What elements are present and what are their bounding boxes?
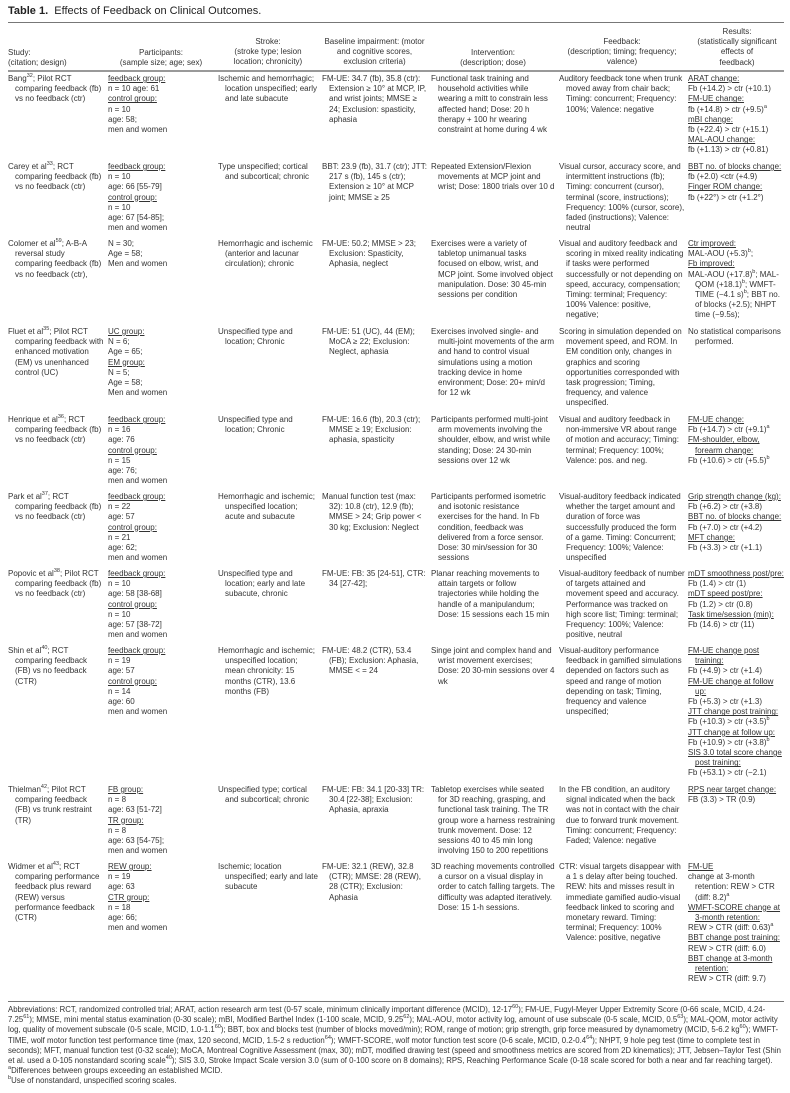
- column-header-stroke: Stroke: (stroke type; lesion location; chronicity): [233, 37, 303, 67]
- group-heading: BBT no. of blocks change:: [688, 162, 782, 171]
- table-title: [8, 5, 261, 17]
- group-heading: SIS 3.0 total score change post training:: [688, 748, 782, 768]
- cell-line: n = 22: [108, 502, 131, 512]
- cell-study: [8, 492, 104, 523]
- group-heading: WMFT-SCORE change at 3-month retention:: [688, 902, 781, 923]
- cell-text: FM-UE: 48.2 (CTR), 53.4 (FB); Exclusion: Aphasia, MMSE < = 24: [322, 646, 419, 676]
- table-notes: [8, 1005, 786, 1087]
- cell-text: Exercises were a variety of tabletop unimanual tasks focused on elbow, wrist, and MCP joint. Some involved object manipulation. Dose: 30 45-min sessions per condition: [431, 239, 554, 300]
- cell-line: men and women: [108, 553, 168, 563]
- cell-baseline: [322, 646, 427, 677]
- cell-line: Men and women: [108, 388, 168, 398]
- cell-participants: [108, 569, 214, 640]
- cell-text: Unspecified type and location; Chronic: [218, 415, 293, 435]
- cell-line: Age = 65;: [108, 347, 143, 357]
- cell-line: men and women: [108, 125, 168, 135]
- cell-line: N = 5;: [108, 367, 130, 377]
- group-heading: control group:: [108, 94, 157, 104]
- cell-text: Unspecified type; cortical and subcortical; chronic: [218, 785, 310, 805]
- cell-stroke: [218, 327, 318, 347]
- cell-text: Visual-auditory feedback indicated whether the target amount and duration of force was successfully produced the form of a game. Timing: Concurrent; Frequency: 100%; Valence: unspecified: [559, 492, 681, 563]
- cell-line: fb (+22°) > ctr (+1.2°): [688, 192, 764, 202]
- cell-line: N = 6;: [108, 337, 130, 347]
- group-heading: mDT speed post/pre:: [688, 589, 763, 599]
- group-heading: feedback group:: [108, 74, 166, 83]
- cell-study: [8, 327, 104, 378]
- cell-text: CTR: visual targets disappear with a 1 s delay after being touched. REW: hits and misses result in immediate gamified audio-visual feedback linked to scoring and monetary reward. Timing: terminal; Frequency: 100% Valence: positive, negative: [559, 862, 681, 943]
- cell-line: age: 76: [108, 435, 135, 445]
- cell-line: men and women: [108, 476, 168, 486]
- cell-results: [688, 162, 786, 203]
- cell-line: n = 10: [108, 579, 131, 589]
- group-heading: control group:: [108, 192, 157, 202]
- cell-text: FM-UE: 34.7 (fb), 35.8 (ctr): Extension ≥ 10° at MCP, IP, and wrist joints; MMSE ≥ 24; Exclusion: spasticity, aphasia: [322, 74, 427, 124]
- cell-text: Repeated Extension/Flexion movements at MCP joint and wrist; Dose: 1800 trials over 10 d: [431, 162, 555, 192]
- cell-line: Fb (1.2) > ctr (0.8): [688, 599, 753, 609]
- cell-text: Visual-auditory performance feedback in gamified simulations depended on factors such as speed and range of motion depending on task; Timing, frequency and valence unspecified;: [559, 646, 682, 717]
- cell-line: age: 58;: [108, 114, 137, 124]
- group-heading: feedback group:: [108, 492, 166, 501]
- cell-study: [8, 162, 104, 193]
- cell-baseline: [322, 785, 427, 816]
- cell-text: Tabletop exercises while seated for 3D reaching, grasping, and functional task training. The TR group wore a harness restraining trunk movement. Dose: 12 sessions 40 to 45 min long involving 150 to 200 repetitions: [431, 785, 555, 856]
- cell-participants: [108, 492, 214, 563]
- cell-text: Auditory feedback tone when trunk moved away from chair back; Timing: concurrent; Frequency: 100%; Valence: negative: [559, 74, 683, 114]
- cell-text: Hemorrhagic and ischemic (anterior and lacunar circulation); chronic: [218, 239, 313, 269]
- cell-feedback: [559, 415, 685, 466]
- cell-line: men and women: [108, 923, 168, 933]
- cell-line: Fb (14.6) > ctr (11): [688, 620, 755, 630]
- cell-text: In the FB condition, an auditory signal indicated when the back was not in contact with the chair due to forward trunk movement. Timing: concurrent; Frequency: Faded; Valence: negative: [559, 785, 680, 846]
- group-heading: FM-UE: [688, 862, 714, 871]
- cell-text: FM-UE: 16.6 (fb), 20.3 (ctr); MMSE ≥ 19; Exclusion: aphasia, spasticity: [322, 415, 421, 445]
- group-heading: feedback group:: [108, 646, 166, 655]
- cell-line: Fb (+14.7) > ctr $(+9.1)^a$: [688, 424, 770, 435]
- cell-line: Fb (+14.2) > ctr (+10.1): [688, 84, 771, 94]
- column-header-study: Study: (citation; design): [8, 48, 67, 68]
- group-heading: FM-shoulder, elbow, forearm change:: [688, 435, 760, 455]
- cell-text: Hemorrhagic and ischemic; unspecified location; acute and subacute: [218, 492, 315, 522]
- cell-results: [688, 492, 786, 553]
- cell-line: Fb (+10.9) > ctr $(+3.8)^b$: [688, 736, 770, 747]
- group-heading: JTT change post training:: [688, 707, 779, 717]
- cell-feedback: [559, 785, 685, 846]
- cell-stroke: [218, 492, 318, 523]
- cell-line: n = 10: [108, 202, 131, 212]
- cell-baseline: [322, 492, 427, 533]
- cell-intervention: [431, 162, 555, 193]
- group-heading: MAL-AOU change:: [688, 135, 756, 145]
- cell-text: 3D reaching movements controlled a cursor on a visual display in order to catch falling targets. The difficulty was adapted iteratively. Dose: 15 1-h sessions.: [431, 862, 555, 912]
- cell-participants: [108, 862, 214, 933]
- group-heading: mBI change:: [688, 114, 733, 124]
- group-heading: REW group:: [108, 862, 152, 871]
- cell-feedback: [559, 74, 685, 115]
- cell-line: n = 16: [108, 425, 131, 435]
- cell-participants: [108, 162, 214, 233]
- cell-line: Fb (+10.3) > ctr $(+3.5)^b$: [688, 716, 770, 727]
- group-heading: EM group:: [108, 357, 145, 367]
- cell-feedback: [559, 862, 685, 944]
- cell-line: men and women: [108, 707, 168, 717]
- cell-line: age: 63: [108, 882, 135, 892]
- cell-text: FM-UE: FB: 35 [24-51], CTR: 34 [27-42];: [322, 569, 426, 589]
- cell-intervention: [431, 569, 555, 620]
- cell-line: Fb (+53.1) > ctr (−2.1): [688, 768, 767, 778]
- cell-line: REW > CTR (diff: 0.63)$^a$: [688, 922, 774, 933]
- cell-line: Age = 58;: [108, 378, 143, 388]
- group-heading: JTT change at follow up:: [688, 727, 776, 737]
- cell-stroke: [218, 415, 318, 435]
- header-rule: [8, 70, 784, 72]
- footnote-b: $^b$Use of nonstandard, unspecified scoring scales.: [8, 1075, 177, 1086]
- cell-results: [688, 646, 786, 779]
- cell-baseline: [322, 162, 427, 203]
- cell-text: FM-UE: 51 (UC), 44 (EM); MoCA ≥ 22; Exclusion: Neglect, aphasia: [322, 327, 415, 357]
- cell-line: REW > CTR (diff: 9.7): [688, 974, 766, 984]
- cell-text: Visual and auditory feedback and scoring in mixed reality indicating if tasks were performed successfully or not depending on speed, accuracy, compensation; Timing: terminal; Frequency: 100% Valence: positive, negative;: [559, 239, 684, 320]
- group-heading: FM-UE change post training:: [688, 646, 760, 666]
- cell-intervention: [431, 785, 555, 856]
- cell-feedback: [559, 327, 685, 409]
- cell-line: n = 21: [108, 532, 131, 542]
- group-heading: TR group:: [108, 815, 144, 825]
- cell-stroke: [218, 162, 318, 182]
- group-heading: CTR group:: [108, 892, 150, 902]
- cell-text: Ischemic; location unspecified; early and late subacute: [218, 862, 318, 892]
- cell-results: [688, 415, 786, 466]
- study-citation: Popovic et $al^{38}$; Pilot RCT comparing feedback (fb) vs no feedback (ctr): [8, 568, 102, 599]
- cell-line: age: 76;: [108, 466, 137, 476]
- cell-baseline: [322, 569, 427, 589]
- cell-study: [8, 239, 104, 280]
- cell-participants: [108, 239, 214, 270]
- group-heading: FM-UE change:: [688, 415, 745, 424]
- cell-feedback: [559, 162, 685, 233]
- cell-line: n = 10: [108, 609, 131, 619]
- cell-text: Functional task training and household activities while wearing a mitt to constrain less affected hand; Dose: 20 h therapy + 100 hr wearing constraint at home during 4 wk: [431, 74, 548, 135]
- cell-feedback: [559, 646, 685, 717]
- cell-line: change at 3-month retention: REW > CTR (diff: 8.2)$^a$: [688, 872, 775, 902]
- cell-text: Unspecified type and location; early and late subacute, chronic: [218, 569, 306, 599]
- cell-line: MAL-AOU $(+17.8)^b$; MAL-QOM $(+18.1)^b$; WMFT-TIME (−4.1 s)$^b$; BBT no. of blocks (+2.5); NHPT time (−9.5s);: [688, 268, 780, 320]
- cell-text: Visual cursor, accuracy score, and intermittent instructions (fb); Timing: concurrent (cursor), terminal (score, instructions); Frequency: 100% (cursor, score), faded (instructions); Valence: neutral: [559, 162, 685, 233]
- cell-line: fb (+22.4) > ctr (+15.1): [688, 125, 769, 135]
- cell-text: Singe joint and complex hand and wrist movement exercises; Dose: 20 30-min sessions over 4 wk: [431, 646, 555, 686]
- cell-line: n = 15: [108, 455, 131, 465]
- cell-results: [688, 862, 786, 984]
- study-citation: Shin et $al^{40}$; RCT comparing feedback (FB) vs no feedback (CTR): [8, 645, 88, 686]
- cell-results: [688, 785, 786, 805]
- cell-line: n = 10: [108, 172, 131, 182]
- cell-baseline: [322, 239, 427, 270]
- group-heading: Ctr improved:: [688, 239, 737, 248]
- top-rule: [8, 22, 784, 23]
- group-heading: Task time/session (min):: [688, 609, 774, 619]
- cell-line: men and women: [108, 223, 168, 233]
- cell-line: n = 10 age: 61: [108, 84, 160, 94]
- cell-line: Fb (+7.0) > ctr (+4.2): [688, 522, 763, 532]
- cell-intervention: [431, 327, 555, 398]
- cell-text: Visual-auditory feedback of number of targets attained and movement speed and accuracy. Performance was tracked on high score list; Timing: terminal; Frequency: 100%; Valence: positive, neutral: [559, 569, 685, 640]
- cell-participants: [108, 415, 214, 486]
- cell-study: [8, 415, 104, 446]
- column-header-baseline: Baseline impairment: (motor and cognitive scores, exclusion criteria): [324, 37, 425, 67]
- cell-baseline: [322, 862, 427, 903]
- cell-results: [688, 239, 786, 321]
- cell-stroke: [218, 239, 318, 270]
- table-caption: Effects of Feedback on Clinical Outcomes.: [54, 5, 262, 17]
- cell-participants: [108, 646, 214, 717]
- cell-line: n = 19: [108, 872, 131, 882]
- cell-participants: [108, 785, 214, 856]
- cell-stroke: [218, 569, 318, 600]
- cell-text: Visual and auditory feedback in non-immersive VR about range of motion and accuracy; Timing: terminal; Frequency: 100%; Valence: pos. and neg.: [559, 415, 679, 465]
- study-citation: Colomer et $al^{59}$; A-B-A reversal study comparing feedback (fb) vs no feedback (ctr),: [8, 238, 102, 279]
- cell-line: Fb (+6.2) > ctr (+3.8): [688, 502, 763, 512]
- cell-line: N = 30;: [108, 239, 135, 248]
- cell-study: [8, 785, 104, 826]
- group-heading: FB group:: [108, 785, 144, 794]
- cell-text: FM-UE: 32.1 (REW), 32.8 (CTR); MMSE: 28 (REW), 28 (CTR); Exclusion: Aphasia: [322, 862, 421, 902]
- table-label: Table 1.: [8, 5, 49, 17]
- cell-results: [688, 569, 786, 630]
- cell-text: FM-UE: FB: 34.1 [20-33] TR: 30.4 [22-38]; Exclusion: Aphasia, apraxia: [322, 785, 425, 815]
- group-heading: feedback group:: [108, 569, 166, 578]
- group-heading: control group:: [108, 522, 157, 532]
- cell-study: [8, 74, 104, 105]
- group-heading: feedback group:: [108, 162, 166, 171]
- group-heading: control group:: [108, 445, 157, 455]
- cell-intervention: [431, 415, 555, 466]
- column-header-participants: Participants: (sample size; age; sex): [119, 48, 203, 68]
- study-citation: Widmer et $al^{43}$; RCT comparing performance feedback plus reward (REW) versus performance feedback (CTR): [8, 861, 100, 923]
- cell-line: n = 19: [108, 656, 131, 666]
- group-heading: feedback group:: [108, 415, 166, 424]
- group-heading: Finger ROM change:: [688, 182, 763, 192]
- cell-feedback: [559, 492, 685, 563]
- cell-line: MAL-AOU $(+5.3)^b$;: [688, 248, 754, 259]
- cell-text: Exercises involved single- and multi-joint movements of the arm and hand to control visual simulations using a motion tracking device in home environment; Dose: 20+ min/d for 12 wk: [431, 327, 555, 398]
- group-heading: control group:: [108, 599, 157, 609]
- group-heading: control group:: [108, 676, 157, 686]
- group-heading: BBT no. of blocks change:: [688, 512, 782, 522]
- cell-stroke: [218, 862, 318, 893]
- cell-stroke: [218, 646, 318, 697]
- group-heading: ARAT change:: [688, 74, 740, 83]
- cell-intervention: [431, 492, 555, 563]
- cell-line: Fb (+3.3) > ctr (+1.1): [688, 543, 763, 553]
- group-heading: FM-UE change at follow up:: [688, 676, 774, 696]
- cell-line: fb (+1.13) > ctr (+0.81): [688, 145, 769, 155]
- cell-line: FB (3.3) > TR (0.9): [688, 795, 756, 805]
- cell-line: age: 62;: [108, 543, 137, 553]
- cell-study: [8, 646, 104, 687]
- cell-text: Type unspecified; cortical and subcortical; chronic: [218, 162, 310, 182]
- cell-line: REW > CTR (diff: 6.0): [688, 943, 766, 953]
- group-heading: MFT change:: [688, 532, 735, 542]
- footnote-a: $^a$Differences between groups exceeding an established MCID.: [8, 1065, 223, 1076]
- cell-line: n = 18: [108, 902, 131, 912]
- cell-line: age: 63 [51-72]: [108, 805, 162, 815]
- cell-text: Participants performed isometric and isotonic resistance exercises for the hand. In Fb condition, feedback was delivered from a force sensor. Dose: 30 min/session for 30 sessions: [431, 492, 546, 563]
- cell-intervention: [431, 239, 555, 300]
- column-header-results: Results: (statistically significant effects of feedback): [697, 27, 777, 67]
- cell-study: [8, 862, 104, 923]
- group-heading: BBT change at 3-month retention:: [688, 953, 773, 974]
- cell-line: age: 57: [108, 666, 135, 676]
- cell-text: Participants performed multi-joint arm movements involving the shoulder, elbow, and wrist while standing; Dose: 24 30-min sessions over 12 wk: [431, 415, 551, 465]
- cell-text: FM-UE: 50.2; MMSE > 23; Exclusion: Spasticity, Aphasia, neglect: [322, 239, 417, 269]
- cell-intervention: [431, 862, 555, 913]
- study-citation: Fluet et $al^{35}$; Pilot RCT comparing feedback with enhanced motivation (EM) vs unenhanced control (UC): [8, 326, 104, 377]
- cell-baseline: [322, 74, 427, 125]
- cell-text: Hemorrhagic and ischemic; unspecified location; mean chronicity: 15 months (CTR), 13.6 months (FB): [218, 646, 315, 696]
- column-header-intervention: Intervention: (description; dose): [460, 48, 526, 68]
- cell-text: BBT: 23.9 (fb), 31.7 (ctr); JTT: 217 s (fb), 145 s (ctr); Extension ≥ 10° at MCP joint; MMSE ≥ 25: [322, 162, 427, 202]
- cell-line: age: 63 [54-75];: [108, 836, 165, 846]
- cell-text: Unspecified type and location; Chronic: [218, 327, 293, 347]
- cell-study: [8, 569, 104, 600]
- cell-line: age: 67 [54-85];: [108, 213, 165, 223]
- abbreviations-note: Abbreviations: RCT, randomized controlled trial; ARAT, action research arm test (0-57 scale, minimum clinically important difference (MCID), $12-17^{60}$); FM-UE, Fugyl-Meyer Upper Extremity Score (0-66 scale, MCID, 4.24-7.25$^{61}$); MMSE, mini mental status examination (0-30 scale); mBI, Modified Barthel Index (1-100 scale, MCID, 9.25$^{62}$); MAL-AOU, motor activity log, amount of use subscale (0-5 scale, MCID, $0.5^{63}$); MAL-QOM, motor activity log, quality of movement subscale (0-5 scale, MCID, $1.0-1.1^{60}$); BBT, box and blocks test (number of blocks moved/min); ROM, range of motion; grip strength, grip force measured by dynamometry (MCID, 5-6.2 $kg^{60}$); WMFT-TIME, wolf motor function test performance time (max, 120 second, MCID, 1.5-2 s reduction$^{64}$); WMFT-SCORE, wolf motor function test score (0-6 scale, MCID, $0.2-0.4^{64}$); NHPT, 9 hole peg test (time to complete test in seconds); MFT, manual function test (0-32 scale); MoCA, Montreal Cognitive Assessment (max, 30); mDT, modified drawing test (speed and smoothness metrics are scored from 2D kinematics); JTT, Jebsen–Taylor Test (Shin et al. used a 0-105 nonstandard scoring scale$^{40}$); SIS 3.0, Stroke Impact Scale version 3.0 (sum of 0-100 score on 8 domains); RPS, Reaching Performance Scale (0-18 scale scored for both a near and far reaching target).: [8, 1004, 781, 1066]
- cell-line: No statistical comparisons performed.: [688, 327, 781, 347]
- cell-line: n = 14: [108, 686, 131, 696]
- group-heading: Fb improved:: [688, 259, 735, 269]
- group-heading: BBT change post training:: [688, 933, 780, 943]
- cell-line: Fb (1.4) > ctr (1): [688, 579, 747, 589]
- cell-line: Age = 58;: [108, 249, 143, 259]
- cell-line: Men and women: [108, 259, 168, 269]
- cell-results: [688, 327, 786, 347]
- cell-line: age: 58 [38-68]: [108, 589, 162, 599]
- group-heading: RPS near target change:: [688, 785, 777, 794]
- cell-participants: [108, 74, 214, 135]
- cell-line: n = 10: [108, 104, 131, 114]
- cell-line: n = 8: [108, 825, 127, 835]
- cell-line: age: 66 [55-79]: [108, 182, 162, 192]
- study-citation: Henrique et $al^{36}$; RCT comparing feedback (fb) vs no feedback (ctr): [8, 414, 102, 445]
- group-heading: Grip strength change (kg):: [688, 492, 781, 501]
- group-heading: mDT smoothness post/pre:: [688, 569, 784, 578]
- cell-participants: [108, 327, 214, 398]
- cell-stroke: [218, 785, 318, 805]
- group-heading: UC group:: [108, 327, 145, 336]
- cell-line: men and women: [108, 846, 168, 856]
- cell-intervention: [431, 74, 555, 135]
- cell-results: [688, 74, 786, 156]
- column-header-feedback: Feedback: (description; timing; frequency; valence): [567, 37, 677, 67]
- cell-text: Ischemic and hemorrhagic; location unspecified; early and late subacute: [218, 74, 318, 104]
- cell-feedback: [559, 569, 685, 640]
- cell-line: Fb (+10.6) > ctr $(+5.5)^b$: [688, 454, 770, 465]
- cell-line: Fb (+4.9) > ctr (+1.4): [688, 666, 763, 676]
- cell-line: age: 57: [108, 512, 135, 522]
- cell-line: age: 66;: [108, 913, 137, 923]
- cell-stroke: [218, 74, 318, 105]
- cell-line: age: 57 [38-72]: [108, 620, 162, 630]
- study-citation: Park et $al^{37}$; RCT comparing feedback (fb) vs no feedback (ctr): [8, 491, 102, 522]
- cell-intervention: [431, 646, 555, 687]
- study-citation: Thielman$^{42}$; Pilot RCT comparing feedback (FB) vs trunk restraint (TR): [8, 784, 92, 825]
- cell-line: men and women: [108, 630, 168, 640]
- group-heading: FM-UE change:: [688, 94, 745, 104]
- cell-text: Manual function test (max: 32): 10.8 (ctr), 12.9 (fb); MMSE > 24; Grip power < 30 kg; Exclusion: Neglect: [322, 492, 422, 532]
- bottom-rule: [8, 1001, 784, 1002]
- cell-text: Scoring in simulation depended on movement speed, and ROM. In EM condition only, changes in graphics and scoring opportunities corresponded with task progression; Timing, frequency, and valence unspecified.: [559, 327, 682, 408]
- cell-baseline: [322, 327, 427, 358]
- cell-line: fb (+2.0) <ctr (+4.9): [688, 172, 758, 182]
- cell-feedback: [559, 239, 685, 321]
- cell-line: age: 60: [108, 697, 135, 707]
- cell-line: fb (+14.8) > ctr $(+9.5)^a$: [688, 103, 767, 114]
- cell-text: Planar reaching movements to attain targets or follow trajectories while holding the handle of a manipulandum; Dose: 15 sessions each 15 min: [431, 569, 550, 619]
- cell-baseline: [322, 415, 427, 446]
- cell-line: Fb (+5.3) > ctr (+1.3): [688, 697, 763, 707]
- cell-line: n = 8: [108, 795, 127, 805]
- study-citation: Bang$^{32}$; Pilot RCT comparing feedback (fb) vs no feedback (ctr): [8, 73, 102, 104]
- study-citation: Carey et $al^{33}$; RCT comparing feedback (fb) vs no feedback (ctr): [8, 161, 102, 192]
